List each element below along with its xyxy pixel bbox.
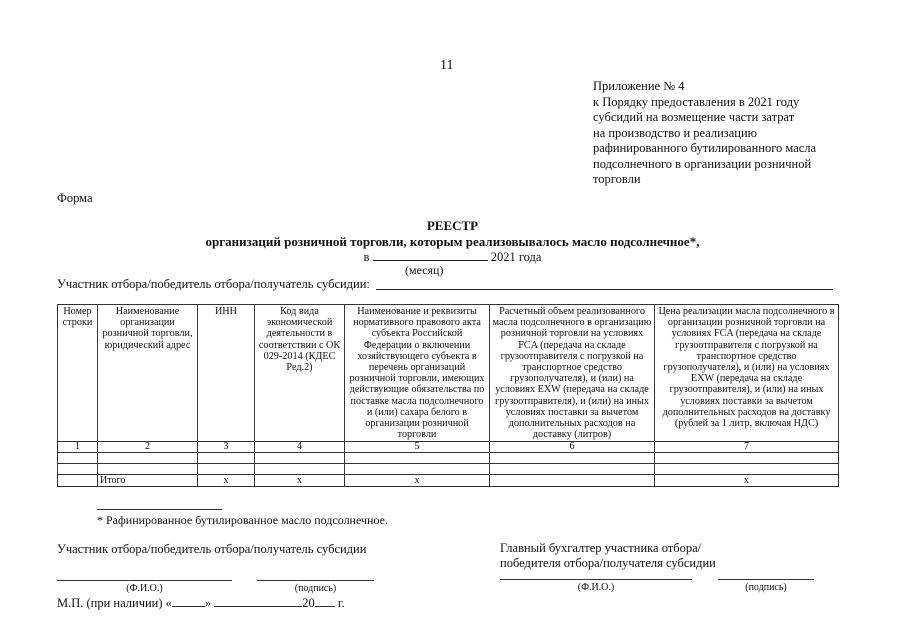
empty-cell[interactable] <box>98 464 198 475</box>
signature-right-title <box>500 541 716 571</box>
total-cell: x <box>655 475 839 487</box>
month-date-blank[interactable] <box>214 595 302 607</box>
column-number: 7 <box>655 442 839 453</box>
appendix-line: подсолнечного в организации розничной <box>593 156 812 171</box>
header-inn: ИНН <box>198 305 255 442</box>
table-row <box>58 464 839 475</box>
empty-cell[interactable] <box>255 453 345 464</box>
column-number: 3 <box>198 442 255 453</box>
fio-caption-right: (Ф.И.О.) <box>577 582 615 593</box>
month-suffix: 2021 года <box>490 250 542 264</box>
empty-cell[interactable] <box>490 464 655 475</box>
appendix-line: к Порядку предоставления в 2021 году <box>593 94 800 109</box>
footnote-divider <box>97 509 222 510</box>
participant-label: Участник отбора/победитель отбора/получатель субсидии: <box>57 277 370 291</box>
empty-cell[interactable] <box>198 464 255 475</box>
appendix-line: на производство и реализацию <box>593 125 758 140</box>
empty-cell[interactable] <box>98 453 198 464</box>
empty-cell[interactable] <box>655 453 839 464</box>
total-cell[interactable] <box>490 475 655 487</box>
fio-line-right[interactable] <box>500 579 692 580</box>
month-blank[interactable] <box>373 249 488 261</box>
fio-caption-left: (Ф.И.О.) <box>126 583 163 594</box>
footnote: * Рафинированное бутилированное масло подсолнечное. <box>97 513 388 527</box>
signature-right-line2: победителя отбора/получателя субсидии <box>500 556 716 570</box>
column-number-row <box>58 442 839 453</box>
header-price: Цена реализации масла подсолнечного в организации розничной торговли на условиях FCA (передача на складе грузоотправителя с погрузкой на транспортное средство грузополучателя), и (или) на условиях EXW (передача на складе грузоотправителя), и (или) на иных условиях поставки за вычетом дополнительных расходов на доставку (рублей за 1 литр, включая НДС) <box>655 305 839 442</box>
empty-cell[interactable] <box>345 464 490 475</box>
signature-right-line1: Главный бухгалтер участника отбора/ <box>500 541 702 555</box>
document-subtitle: организаций розничной торговли, которым реализовывалось масло подсолнечное*, <box>205 234 700 249</box>
appendix-line: торговли <box>593 172 641 186</box>
total-label: Итого <box>98 475 198 487</box>
sign-line-right[interactable] <box>718 579 814 580</box>
appendix-line: Приложение № 4 <box>593 79 685 93</box>
total-cell <box>58 475 98 487</box>
empty-cell[interactable] <box>58 464 98 475</box>
sign-line-left[interactable] <box>257 580 374 581</box>
mp-prefix: М.П. (при наличии) « <box>57 596 172 610</box>
page-number: 11 <box>440 58 454 73</box>
mp-suffix: г. <box>337 596 345 610</box>
column-number: 6 <box>490 442 655 453</box>
header-legal-act: Наименование и реквизиты нормативного правового акта субъекта Российской Федерации о включении хозяйствующего субъекта в перечень организаций розничной торговли, имеющих действующие обязательства по поставке масла подсолнечного и (или) сахара белого в организации розничной торговли <box>345 305 490 442</box>
month-caption: (месяц) <box>405 263 444 277</box>
empty-cell[interactable] <box>198 453 255 464</box>
total-cell: x <box>198 475 255 487</box>
empty-cell[interactable] <box>58 453 98 464</box>
stamp-date-line <box>57 595 345 611</box>
empty-cell[interactable] <box>655 464 839 475</box>
document-title: РЕЕСТР <box>426 218 479 233</box>
total-cell: x <box>255 475 345 487</box>
registry-table <box>57 304 839 487</box>
sign-caption-left: (подпись) <box>294 583 337 594</box>
participant-blank[interactable] <box>376 289 833 290</box>
day-blank[interactable] <box>172 595 205 607</box>
column-number: 2 <box>98 442 198 453</box>
total-row <box>58 475 839 487</box>
fio-line-left[interactable] <box>57 580 232 581</box>
sign-caption-right: (подпись) <box>745 582 787 593</box>
appendix-line: рафинированного бутилированного масла <box>593 141 817 155</box>
table-header-row <box>58 305 839 442</box>
header-organization: Наименование организации розничной торговли, юридический адрес <box>98 305 198 442</box>
header-volume: Расчетный объем реализованного масла подсолнечного в организацию розничной торговли на условиях FCA (передача на складе грузоотправителя с погрузкой на транспортное средство грузополучателя), и (или) на условиях EXW (передача на складе грузоотправителя), и (или) на иных условиях поставки за вычетом дополнительных расходов на доставку (литров) <box>490 305 655 442</box>
form-label: Форма <box>57 191 93 205</box>
empty-cell[interactable] <box>490 453 655 464</box>
appendix-line: субсидий на возмещение части затрат <box>593 110 795 124</box>
month-line <box>0 249 905 265</box>
mp-year: 20 <box>302 596 315 610</box>
column-number: 1 <box>58 442 98 453</box>
header-okved: Код вида экономической деятельности в соответствии с ОК 029-2014 (КДЕС Ред.2) <box>255 305 345 442</box>
header-row-number: Номер строки <box>58 305 98 442</box>
appendix-block <box>593 79 883 188</box>
month-prefix: в <box>363 250 370 264</box>
column-number: 5 <box>345 442 490 453</box>
column-number: 4 <box>255 442 345 453</box>
table-row <box>58 453 839 464</box>
total-cell: x <box>345 475 490 487</box>
empty-cell[interactable] <box>255 464 345 475</box>
year-blank[interactable] <box>315 595 335 607</box>
empty-cell[interactable] <box>345 453 490 464</box>
mp-mid: » <box>204 596 212 610</box>
signature-left-title: Участник отбора/победитель отбора/получатель субсидии <box>57 542 367 556</box>
